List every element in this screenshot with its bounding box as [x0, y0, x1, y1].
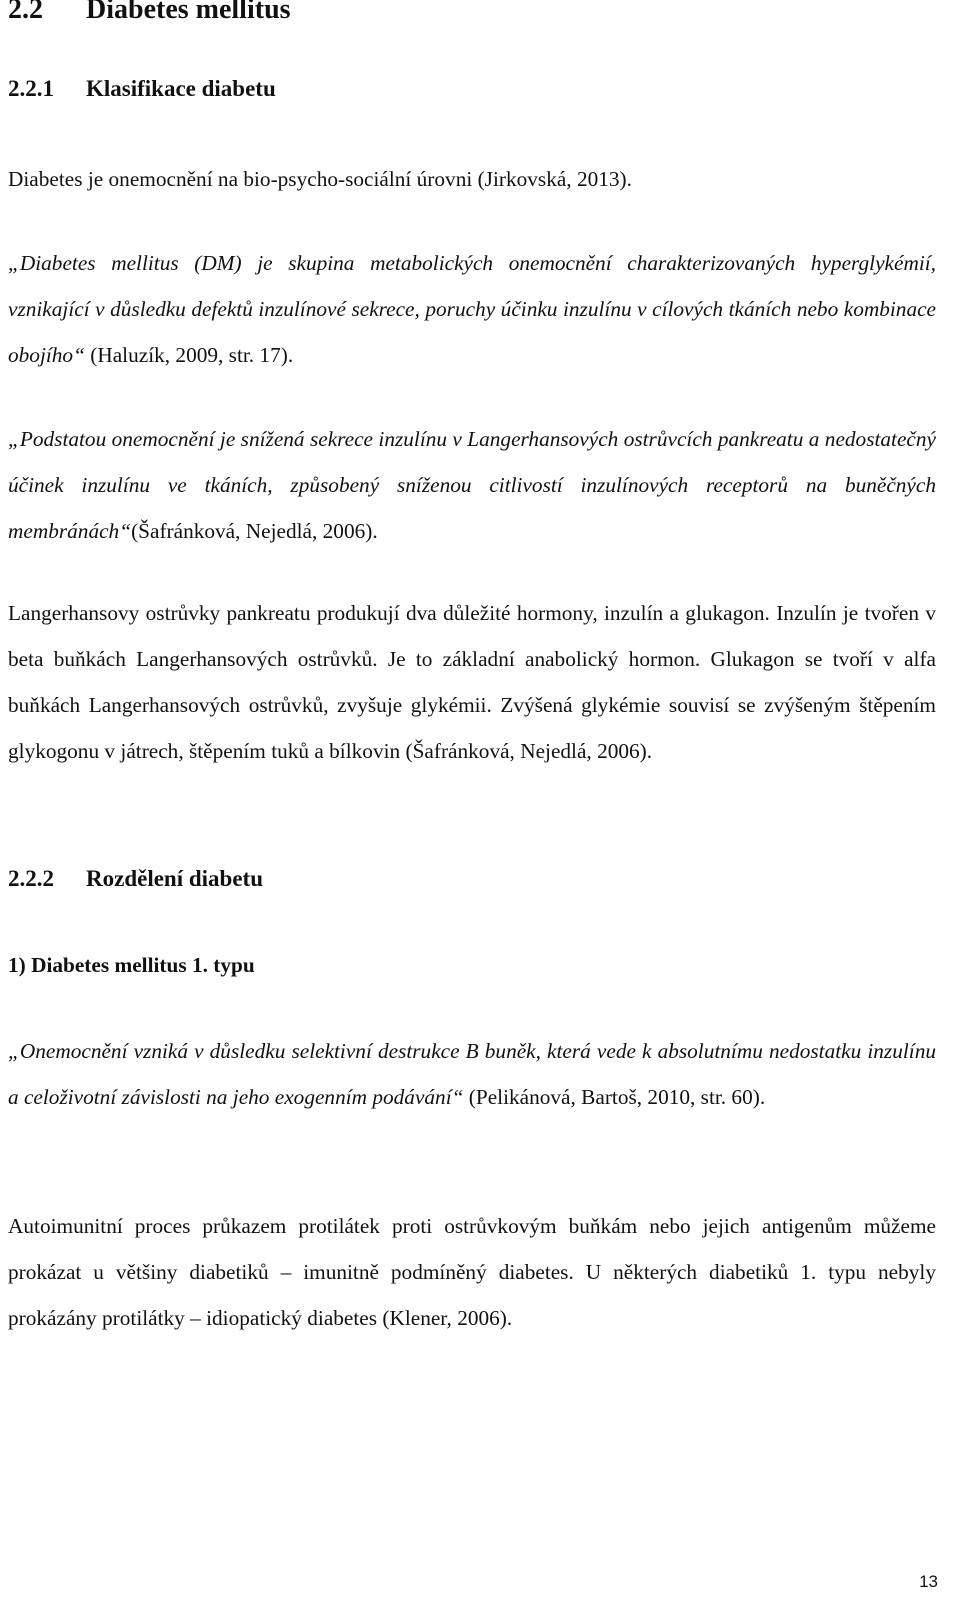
paragraph-langerhans: Langerhansovy ostrůvky pankreatu produkují dva důležité hormony, inzulín a glukagon. Inzulín je tvořen v beta buňkách Langerhansových ostrůvků. Je to základní anabolický hormon. Glukagon se tvoří v alfa buňkách Langerhansových ostrůvků, zvyšuje glykémii. Zvýšená glykémie souvisí se zvýšeným štěpením glykogonu v játrech, štěpením tuků a bílkovin (Šafránková, Nejedlá, 2006). — [8, 601, 936, 763]
subsection-heading-rozdeleni — [8, 866, 263, 892]
quote-citation: (Pelikánová, Bartoš, 2010, str. 60). — [463, 1085, 766, 1109]
quote-citation: (Šafránková, Nejedlá, 2006). — [131, 519, 378, 543]
quote-haluzik — [8, 240, 936, 378]
quote-text: Onemocnění vzniká v důsledku selektivní destrukce B buněk, která vede k absolutnímu nedostatku inzulínu a celoživotní závislosti na jeho exogenním podávání — [8, 1039, 936, 1109]
subsection-title: Klasifikace diabetu — [86, 76, 276, 101]
paragraph-autoimmune: Autoimunitní proces průkazem protilátek proti ostrůvkovým buňkám nebo jejich antigenům můžeme prokázat u většiny diabetiků – imunitně podmíněný diabetes. U některých diabetiků 1. typu nebyly prokázány protilátky – idiopatický diabetes (Klener, 2006). — [8, 1214, 936, 1330]
quote-pelikanova — [8, 1028, 936, 1120]
paragraph-intro: Diabetes je onemocnění na bio-psycho-sociální úrovni (Jirkovská, 2013). — [8, 167, 632, 191]
subsection-title: Rozdělení diabetu — [86, 866, 263, 891]
subsection-number: 2.2.1 — [8, 76, 54, 101]
quote-citation: (Haluzík, 2009, str. 17). — [84, 343, 294, 367]
subsection-number: 2.2.2 — [8, 866, 54, 891]
type1-heading: 1) Diabetes mellitus 1. typu — [8, 953, 255, 977]
quote-open-mark: „ — [8, 251, 20, 275]
quote-text: Diabetes mellitus (DM) je skupina metabolických onemocnění charakterizovaných hyperglykémií, vznikající v důsledku defektů inzulínové sekrece, poruchy účinku inzulínu v cílových tkáních nebo kombinace obojího — [8, 251, 936, 367]
quote-close-mark: “ — [73, 343, 85, 367]
quote-open-mark: „ — [8, 1039, 20, 1063]
quote-safrankova — [8, 416, 936, 554]
subsection-heading-klasifikace — [8, 76, 276, 102]
section-title: Diabetes mellitus — [86, 0, 291, 25]
page-number: 13 — [919, 1572, 938, 1591]
section-number: 2.2 — [8, 0, 43, 25]
quote-text: Podstatou onemocnění je snížená sekrece inzulínu v Langerhansových ostrůvcích pankreatu a nedostatečný účinek inzulínu ve tkáních, způsobený sníženou citlivostí inzulínových receptorů na buněčných membránách — [8, 427, 936, 543]
quote-close-mark: “ — [451, 1085, 464, 1109]
quote-open-mark: „ — [8, 427, 20, 451]
section-heading — [8, 0, 291, 26]
quote-close-mark: “ — [119, 519, 132, 543]
